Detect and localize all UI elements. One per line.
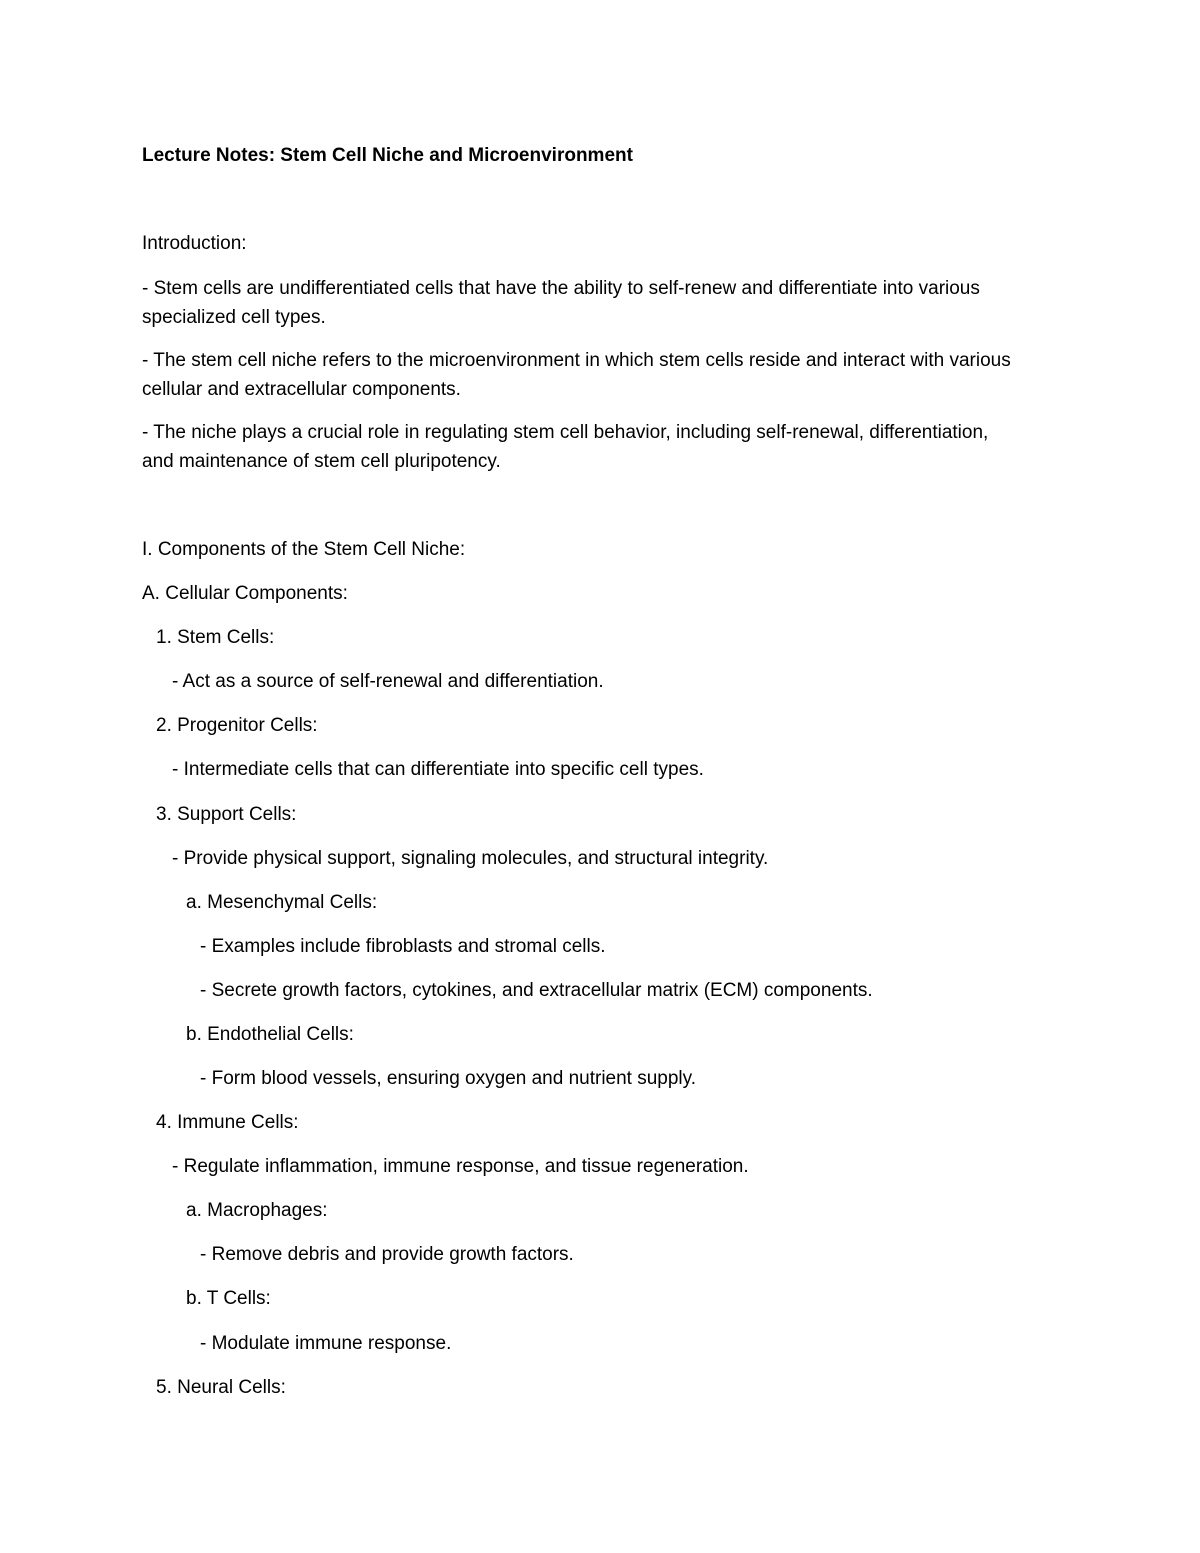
intro-point-1-line-1: - Stem cells are undifferentiated cells that have the ability to self-renew and differentiate into various [142, 278, 980, 299]
item-3a-label: a. Mesenchymal Cells: [186, 892, 378, 913]
item-4b-point-1: - Modulate immune response. [200, 1333, 452, 1354]
intro-point-2-line-2: cellular and extracellular components. [142, 379, 461, 400]
item-5-label: 5. Neural Cells: [156, 1377, 286, 1398]
item-3a-point-2: - Secrete growth factors, cytokines, and extracellular matrix (ECM) components. [200, 980, 873, 1001]
item-4-label: 4. Immune Cells: [156, 1112, 299, 1133]
intro-point-3-line-1: - The niche plays a crucial role in regulating stem cell behavior, including self-renewal, differentiation, [142, 422, 989, 443]
section-1-heading: I. Components of the Stem Cell Niche: [142, 539, 466, 560]
item-3-label: 3. Support Cells: [156, 804, 297, 825]
item-2-desc: - Intermediate cells that can differentiate into specific cell types. [172, 759, 704, 780]
item-3b-label: b. Endothelial Cells: [186, 1024, 354, 1045]
item-4a-label: a. Macrophages: [186, 1200, 328, 1221]
item-1-desc: - Act as a source of self-renewal and differentiation. [172, 671, 604, 692]
item-3-desc: - Provide physical support, signaling molecules, and structural integrity. [172, 848, 769, 869]
item-4-desc: - Regulate inflammation, immune response, and tissue regeneration. [172, 1156, 749, 1177]
item-2-label: 2. Progenitor Cells: [156, 715, 318, 736]
intro-point-2-line-1: - The stem cell niche refers to the microenvironment in which stem cells reside and interact with various [142, 350, 1011, 371]
intro-heading: Introduction: [142, 233, 247, 254]
intro-point-3-line-2: and maintenance of stem cell pluripotency. [142, 451, 501, 472]
subsection-a-heading: A. Cellular Components: [142, 583, 348, 604]
item-4b-label: b. T Cells: [186, 1288, 271, 1309]
intro-point-1-line-2: specialized cell types. [142, 307, 326, 328]
document-title: Lecture Notes: Stem Cell Niche and Microenvironment [142, 145, 633, 166]
item-3a-point-1: - Examples include fibroblasts and stromal cells. [200, 936, 606, 957]
item-3b-point-1: - Form blood vessels, ensuring oxygen and nutrient supply. [200, 1068, 697, 1089]
item-4a-point-1: - Remove debris and provide growth factors. [200, 1244, 574, 1265]
item-1-label: 1. Stem Cells: [156, 627, 275, 648]
